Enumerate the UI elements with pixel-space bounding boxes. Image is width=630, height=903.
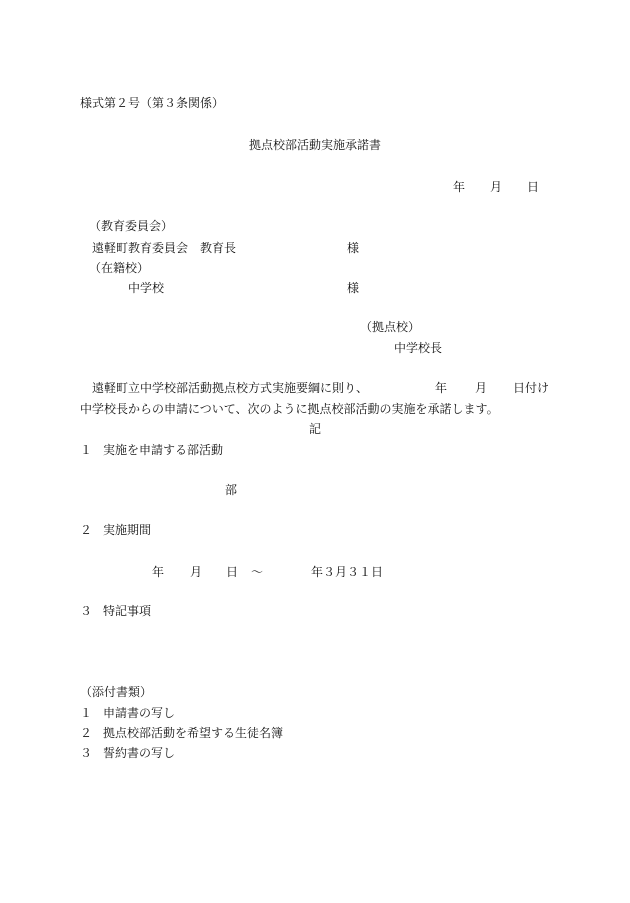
issuer-label: （拠点校） <box>360 320 421 334</box>
period-end-date: 年３月３１日 <box>311 565 384 579</box>
period-tilde: ～ <box>251 565 264 579</box>
board-name: 遠軽町教育委員会 教育長 <box>92 241 237 255</box>
period-day-label: 日 <box>226 565 239 579</box>
body-dated-label: 日付け <box>513 381 550 395</box>
attachment-item: 拠点校部活動を希望する生徒名簿 <box>103 726 284 740</box>
attachment-number: １ <box>80 706 93 720</box>
attachment-number: ２ <box>80 726 93 740</box>
school-label: （在籍校） <box>89 261 150 275</box>
period-month-label: 月 <box>190 565 203 579</box>
issuer-title: 中学校長 <box>394 341 443 355</box>
body-year-label: 年 <box>435 381 448 395</box>
school-name: 中学校 <box>128 281 165 295</box>
period-year-label: 年 <box>152 565 165 579</box>
item-label: 特記事項 <box>103 604 152 618</box>
item-label: 実施を申請する部活動 <box>103 443 224 457</box>
club-suffix: 部 <box>225 483 238 497</box>
date-month-label: 月 <box>490 180 503 194</box>
form-number: 様式第２号（第３条関係） <box>80 96 225 110</box>
body-month-label: 月 <box>475 381 488 395</box>
attachment-item: 誓約書の写し <box>103 746 176 760</box>
item-number: １ <box>80 443 93 457</box>
body-line-2: 中学校長からの申請について、次のように拠点校部活動の実施を承諾します。 <box>80 402 499 416</box>
date-year-label: 年 <box>453 180 466 194</box>
ki-marker: 記 <box>309 422 322 436</box>
body-line-1: 遠軽町立中学校部活動拠点校方式実施要綱に則り、 <box>92 381 369 395</box>
item-label: 実施期間 <box>103 523 152 537</box>
board-honorific: 様 <box>347 241 360 255</box>
date-day-label: 日 <box>527 180 540 194</box>
document-title: 拠点校部活動実施承諾書 <box>249 138 382 152</box>
attachment-item: 申請書の写し <box>103 706 176 720</box>
school-honorific: 様 <box>347 281 360 295</box>
attachments-heading: （添付書類） <box>80 685 153 699</box>
board-label: （教育委員会） <box>89 219 174 233</box>
item-number: ２ <box>80 523 93 537</box>
attachment-number: ３ <box>80 746 93 760</box>
item-number: ３ <box>80 604 93 618</box>
